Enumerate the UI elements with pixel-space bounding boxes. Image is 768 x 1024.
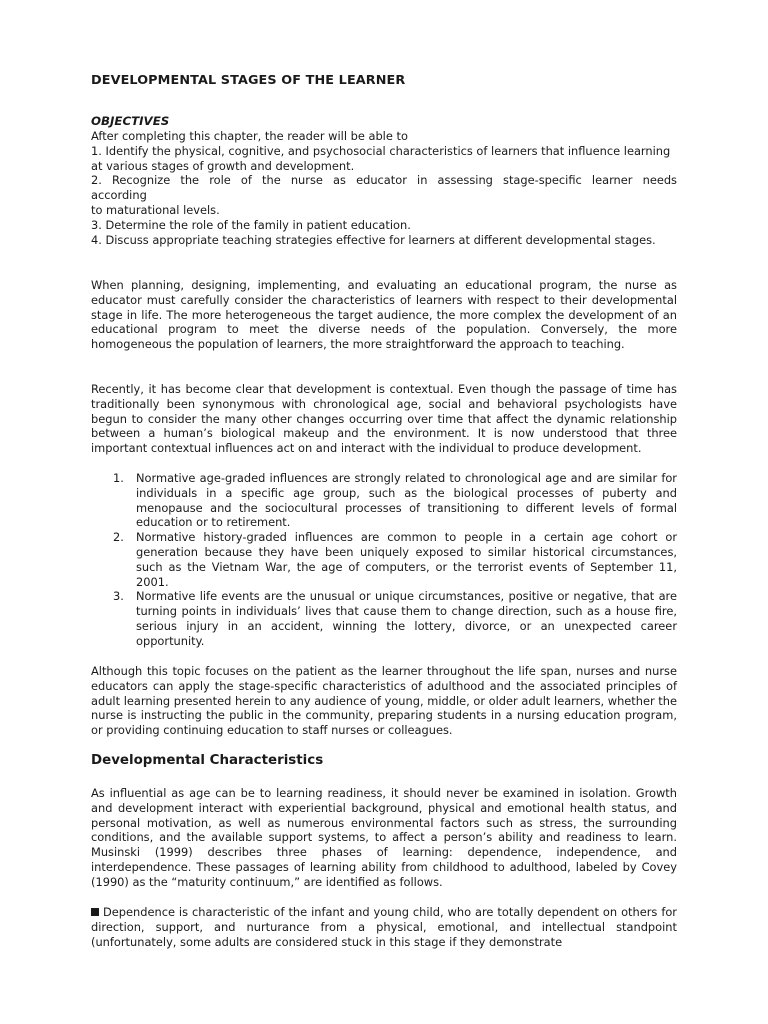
objectives-intro: After completing this chapter, the reader will be able to xyxy=(91,129,408,143)
list-number: 1. xyxy=(113,471,124,485)
body-paragraph: Although this topic focuses on the patient as the learner throughout the life span, nurses and nurse educators can apply the stage-specific characteristics of adulthood and the associated principles of adult learning presented herein to any audience of young, middle, or older adult learners, whether the nurse is instructing the public in the community, preparing students in a nursing education program, or providing continuing education to staff nurses or colleagues. xyxy=(91,664,677,738)
objective-item-2-cont2: to maturational levels. xyxy=(91,202,220,217)
objective-item-3: 3. Determine the role of the family in patient education. xyxy=(91,217,411,232)
list-number: 3. xyxy=(113,589,124,604)
influences-list xyxy=(91,471,677,649)
list-item-text: Normative age-graded influences are strongly related to chronological age and are similar for individuals in a specific age group, such as the biological processes of puberty and menopause and the sociocultural processes of transitioning to different levels of formal education or to retirement. xyxy=(136,471,677,530)
list-item-text: Normative life events are the unusual or unique circumstances, positive or negative, that are turning points in individuals’ lives that cause them to change direction, such as a house fire, serious injury in an accident, winning the lottery, divorce, or an unexpected career opportunity. xyxy=(136,589,677,648)
square-bullet-icon xyxy=(91,908,99,916)
bullet-paragraph xyxy=(91,905,677,949)
objective-item-4: 4. Discuss appropriate teaching strategies effective for learners at different developmental stages. xyxy=(91,232,656,247)
list-item-text: Normative history-graded influences are common to people in a certain age cohort or generation because they have been uniquely exposed to similar historical circumstances, such as the Vietnam War, the age of computers, or the terrorist events of September 11, 2001. xyxy=(136,530,677,589)
list-item xyxy=(91,471,677,530)
list-item xyxy=(91,589,677,648)
objective-item-2: 2. Recognize the role of the nurse as educator in assessing stage-specific learner needs xyxy=(91,173,677,188)
page-title: DEVELOPMENTAL STAGES OF THE LEARNER xyxy=(91,73,406,88)
list-number: 2. xyxy=(113,530,124,545)
list-item xyxy=(91,530,677,589)
objective-item-2-cont: according xyxy=(91,188,147,203)
body-paragraph: When planning, designing, implementing, and evaluating an educational program, the nurse as educator must carefully consider the characteristics of learners with respect to their developmental stage in life. The more heterogeneous the target audience, the more complex the development of an educational program to meet the diverse needs of the population. Conversely, the more homogeneous the population of learners, the more straightforward the approach to teaching. xyxy=(91,278,677,352)
body-paragraph: Recently, it has become clear that development is contextual. Even though the passage of time has traditionally been synonymous with chronological age, social and behavioral psychologists have begun to consider the many other changes occurring over time that affect the dynamic relationship between a human’s biological makeup and the environment. It is now understood that three important contextual influences act on and interact with the individual to produce development. xyxy=(91,382,677,456)
body-paragraph: As influential as age can be to learning readiness, it should never be examined in isolation. Growth and development interact with experiential background, physical and emotional health status, and personal motivation, as well as numerous environmental factors such as stress, the surrounding conditions, and the available support systems, to affect a person’s ability and readiness to learn. Musinski (1999) describes three phases of learning: dependence, independence, and interdependence. These passages of learning ability from childhood to adulthood, labeled by Covey (1990) as the “maturity continuum,” are identified as follows. xyxy=(91,786,677,889)
objective-item-1: 1. Identify the physical, cognitive, and psychosocial characteristics of learners that influence learning at various stages of growth and development. xyxy=(91,143,671,173)
objectives-list xyxy=(91,129,677,247)
objectives-heading: OBJECTIVES xyxy=(91,114,170,128)
section-heading: Developmental Characteristics xyxy=(91,753,324,768)
bullet-paragraph-text: Dependence is characteristic of the infant and young child, who are totally dependent on others for direction, support, and nurturance from a physical, emotional, and intellectual standpoint (unfortunately, some adults are considered stuck in this stage if they demonstrate xyxy=(91,905,677,949)
